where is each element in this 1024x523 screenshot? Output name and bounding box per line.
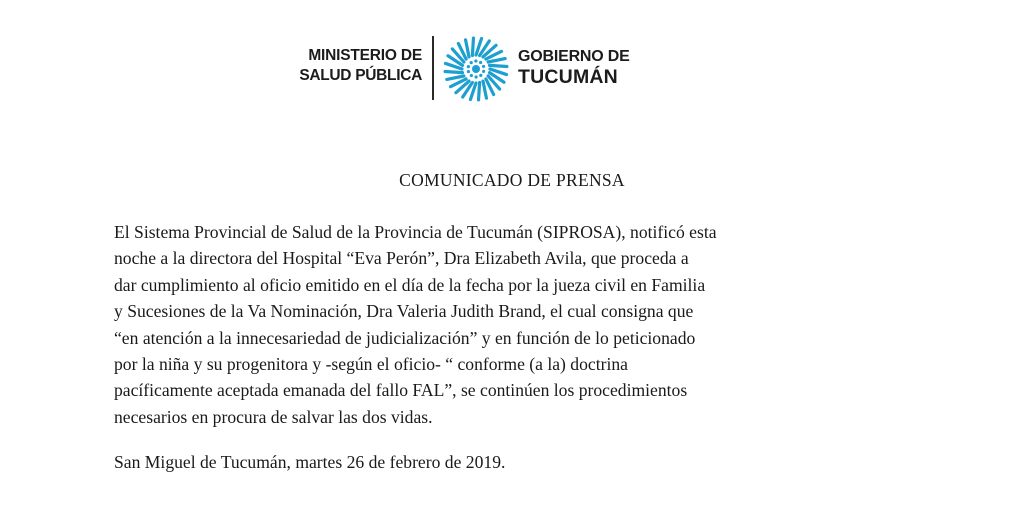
ministry-name-line1: MINISTERIO DE [308,47,422,64]
government-name [518,46,630,88]
body-line: pacíficamente aceptada emanada del fallo FAL”, se continúen los procedimientos [114,380,688,401]
press-release-body [114,219,904,430]
body-line: necesarios en procura de salvar las dos vidas. [114,406,433,427]
ministry-name-line2: SALUD PÚBLICA [299,67,422,84]
body-line: noche a la directora del Hospital “Eva Perón”, Dra Elizabeth Avila, que proceda a [114,248,689,269]
sunburst-emblem-icon [443,36,509,102]
body-line: El Sistema Provincial de Salud de la Provincia de Tucumán (SIPROSA), notificó esta [114,222,717,242]
date-signoff: San Miguel de Tucumán, martes 26 de febrero de 2019. [114,452,506,472]
body-line: por la niña y su progenitora y -según el oficio- “ conforme (a la) doctrina [114,354,628,375]
government-name-line2: TUCUMÁN [518,66,618,88]
body-line: y Sucesiones de la Va Nominación, Dra Valeria Judith Brand, el cual consigna que [114,301,694,322]
press-release-title: COMUNICADO DE PRENSA [399,170,625,190]
government-name-line1: GOBIERNO DE [518,48,630,65]
body-line: dar cumplimiento al oficio emitido en el día de la fecha por la jueza civil en Familia [114,274,706,295]
letterhead [0,36,1024,102]
ministry-name [296,46,422,86]
letterhead-divider [432,36,434,100]
body-line: “en atención a la innecesariedad de judicialización” y en función de lo peticionado [114,327,696,348]
